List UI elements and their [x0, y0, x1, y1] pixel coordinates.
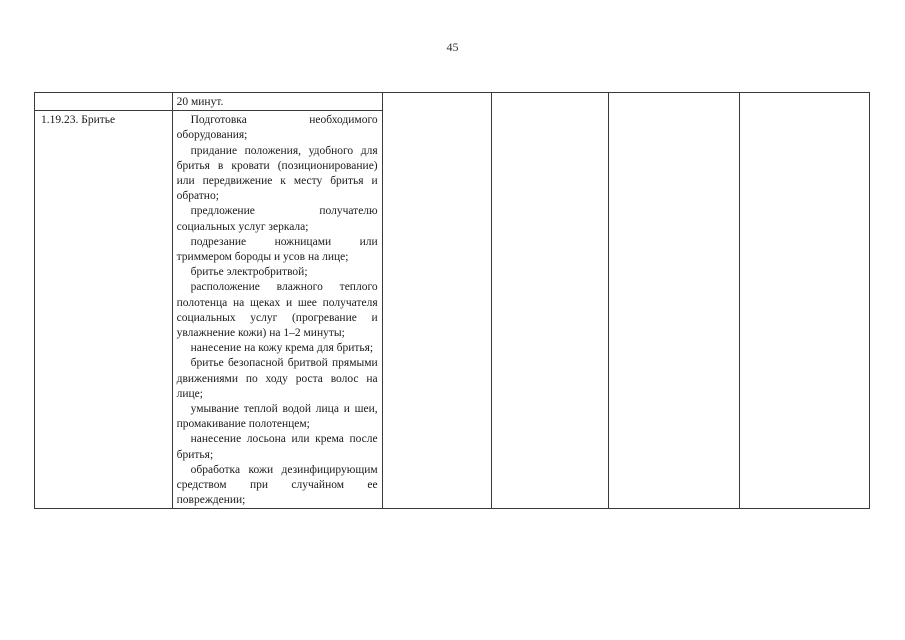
table-row-continued	[35, 93, 870, 111]
description-item: придание положения, удобного для бритья в кровати (позиционирование) или передвижение к месту бритья и обратно;	[176, 144, 378, 203]
description-item: бритье электробритвой;	[190, 266, 308, 279]
column-6-cell	[740, 93, 870, 509]
service-code: 1.19.23. Бритье	[35, 111, 173, 509]
column-5-cell	[608, 93, 740, 509]
services-table	[34, 92, 870, 509]
description-item: подрезание ножницами или триммером бороды и усов на лице;	[176, 235, 378, 264]
description-item: обработка кожи дезинфицирующим средством при случайном ее повреждении;	[176, 463, 378, 507]
column-4-cell	[491, 93, 608, 509]
description-item: расположение влажного теплого полотенца на щеках и шее получателя социальных услуг (прогревание и увлажнение кожи) на 1–2 минуты;	[176, 281, 378, 340]
column-3-cell	[382, 93, 491, 509]
description-item: бритье безопасной бритвой прямыми движениями по ходу роста волос на лице;	[176, 357, 378, 400]
description-item: нанесение лосьона или крема после бритья;	[176, 433, 378, 461]
description-item: предложение получателю социальных услуг зеркала;	[176, 205, 378, 233]
page-number: 45	[446, 40, 459, 54]
description-item: Подготовка необходимого оборудования;	[176, 114, 378, 142]
continued-text: 20 минут.	[172, 93, 382, 111]
service-description	[172, 111, 382, 509]
description-item: нанесение на кожу крема для бритья;	[190, 342, 374, 355]
code-cell-empty	[35, 93, 173, 111]
description-item: умывание теплой водой лица и шеи, промакивание полотенцем;	[176, 403, 378, 431]
